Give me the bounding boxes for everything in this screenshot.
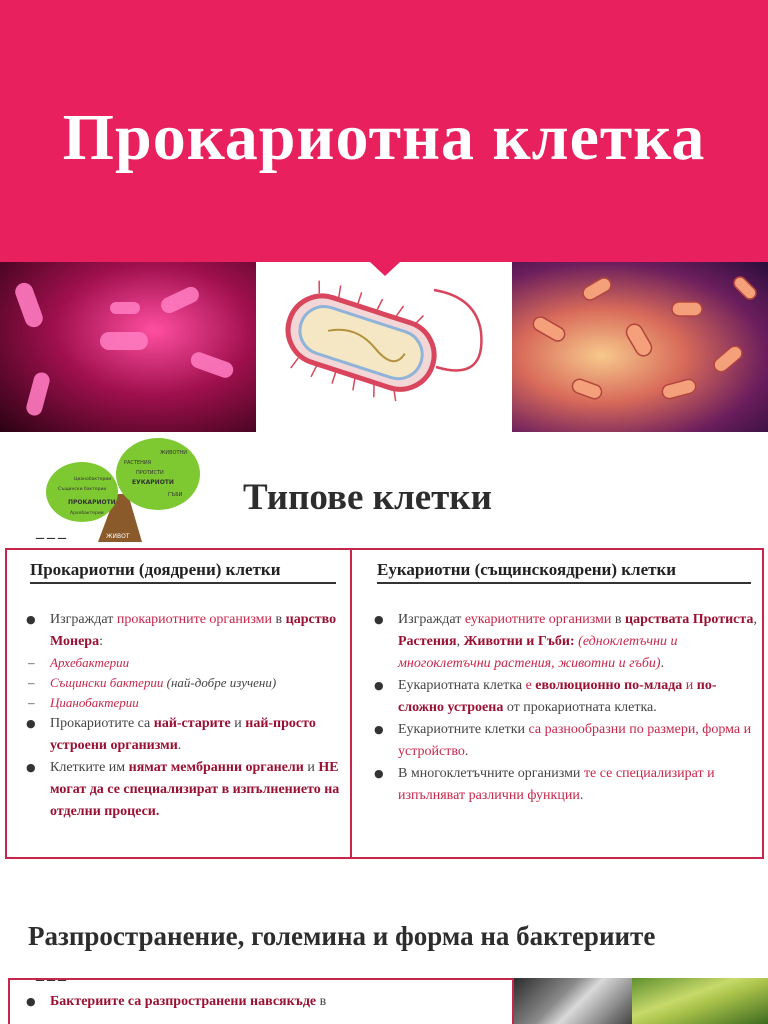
- list-subitem: – Цианобактерии: [22, 693, 342, 713]
- list-subitem: – Същински бактерии (най-добре изучени): [22, 673, 342, 693]
- list-item: ● Прокариотите са най-старите и най-просто устроени организми.: [22, 713, 342, 757]
- list-item: ● Изграждат еукариотните организми в царствата Протиста, Растения, Животни и Гъби: (едноклетъчни и многоклетъчни растения, животни и гъби).: [370, 609, 758, 675]
- list-item: ● Клетките им нямат мембранни органели и НЕ могат да се специализират в изпълнението на отделни процеси.: [22, 757, 342, 823]
- tree-left-branch-label: ПРОКАРИОТИ: [68, 499, 116, 506]
- prokaryotic-heading: Прокариотни (доядрени) клетки: [30, 560, 281, 579]
- tree-left-item: Архебактерии: [70, 511, 104, 516]
- pink-bacteria-photo: [0, 262, 256, 432]
- eukaryotic-heading: Еукариотни (същинскоядрени) клетки: [377, 560, 677, 579]
- tree-right-item: РАСТЕНИЯ: [124, 460, 152, 466]
- list-item: ● Еукариотните клетки са разнообразни по размери, форма и устройство.: [370, 719, 758, 763]
- tree-right-item: ГЪБИ: [168, 492, 183, 498]
- orange-bacteria-photo: [512, 262, 768, 432]
- list-item: ● Еукариотната клетка е еволюционно по-млада и по-сложно устроена от прокариотната клетка.: [370, 675, 758, 719]
- list-subitem: – Архебактерии: [22, 653, 342, 673]
- section-title-distribution: Разпространение, големина и форма на бактериите: [28, 921, 656, 951]
- page-title: Прокариотна клетка: [62, 101, 706, 174]
- banner-notch: [370, 262, 400, 276]
- tree-right-item: ЖИВОТНИ: [160, 450, 188, 456]
- prokaryotic-list: [22, 609, 342, 823]
- list-item: ● В многоклетъчните организми те се специализират и изпълняват различни функции.: [370, 763, 758, 807]
- green-bacteria-photo: [632, 978, 768, 1024]
- tree-right-item: ПРОТИСТИ: [136, 470, 164, 476]
- distribution-list: [22, 991, 512, 1013]
- tree-left-item: Същински бактерии: [58, 487, 107, 492]
- list-item: ● Изграждат прокариотните организми в царство Монера:: [22, 609, 342, 653]
- tree-right-branch-label: ЕУКАРИОТИ: [132, 479, 174, 486]
- eukaryotic-list: [370, 609, 758, 807]
- bacteria-micrograph-photo: [514, 978, 632, 1024]
- section-title-cell-types: Типове клетки: [243, 477, 492, 518]
- title-dashes: ___: [36, 962, 69, 981]
- tree-trunk-label: ЖИВОТ: [106, 533, 130, 540]
- title-dashes: ___: [36, 520, 69, 539]
- heading-underline: [377, 582, 751, 584]
- heading-underline: [30, 582, 336, 584]
- list-item: ● Бактериите са разпространени навсякъде в: [22, 991, 512, 1013]
- bacterium-diagram: [256, 262, 512, 432]
- tree-left-item: Цианобактерии: [74, 477, 112, 482]
- title-banner: [0, 0, 768, 262]
